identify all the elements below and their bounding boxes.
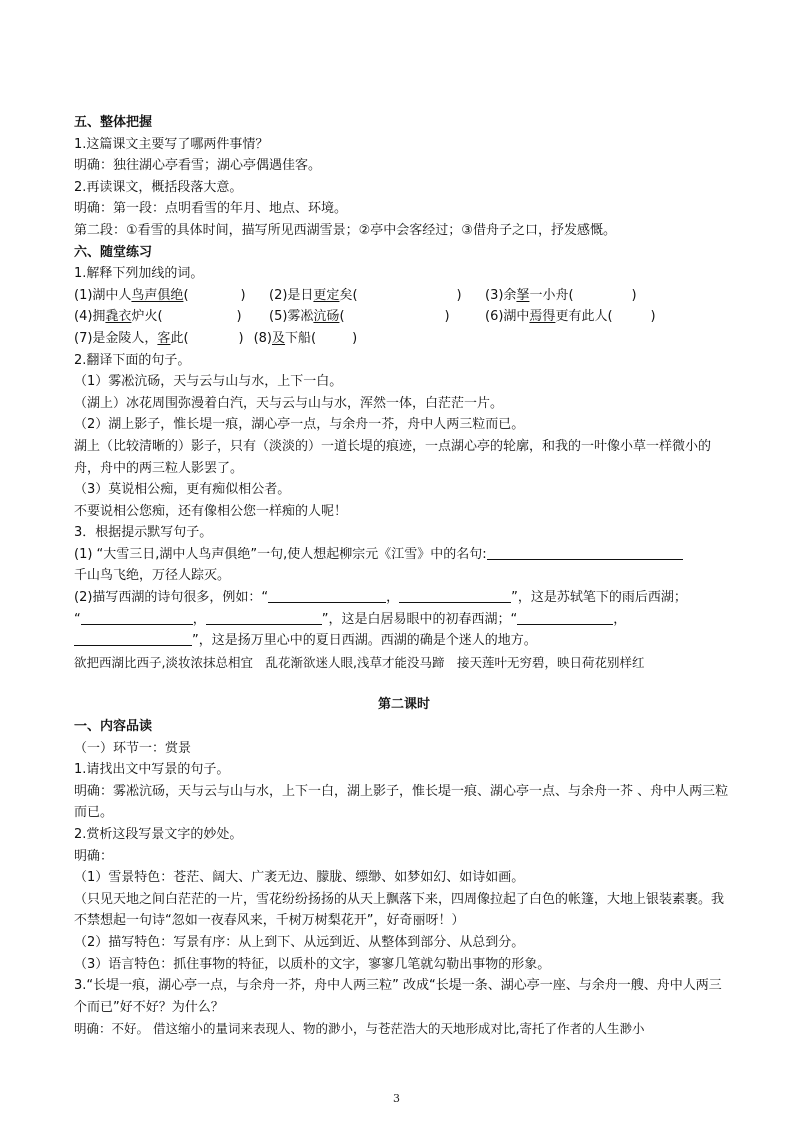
question: 2.赏析这段写景文字的妙处。 [74, 827, 243, 842]
dictation-answer: 欲把西湖比西子,淡妆浓抹总相宜 乱花渐欲迷人眼,浅草才能没马蹄 接天莲叶无穷碧，映日荷花别样红 [74, 654, 645, 670]
translation: 不要说相公您痴，还有像相公您一样痴的人呢！ [74, 503, 348, 519]
dictation-item: (2)描写西湖的诗句很多，例如：“ ， ”，这是苏轼笔下的雨后西湖； [74, 590, 687, 606]
word-row [74, 306, 734, 328]
answer: 明确：雾凇沆砀，天与云与山与水，上下一白，湖上影子，惟长堤一痕、湖心亭一点、与余舟一芥 、舟中人两三粒而已。 [74, 783, 729, 821]
answer-blank[interactable] [81, 611, 193, 625]
word-item: (3)余拏一小舟( ) [485, 287, 637, 303]
dictation-item: (1) “大雪三日,湖中人鸟声俱绝”一句,使人想起柳宗元《江雪》中的名句: [74, 544, 734, 566]
subsection-heading: （一）环节一：赏景 [74, 740, 192, 756]
word-row [74, 285, 734, 307]
exercise-title: 1.解释下列加线的词。 [74, 266, 204, 282]
sentence: （2）湖上影子，惟长堤一痕，湖心亭一点，与余舟一芥，舟中人两三粒而已。 [74, 417, 525, 433]
question: 1.这篇课文主要写了哪两件事情？ [74, 136, 269, 152]
answer-blank[interactable] [206, 611, 322, 625]
answer: 明确：第一段：点明看雪的年月、地点、环境。 [74, 201, 348, 217]
translation: 湖上（比较清晰的）影子，只有（淡淡的）一道长堤的痕迹，一点湖心亭的轮廓，和我的一叶像小草一样微小的舟，舟中的两三粒人影罢了。 [74, 438, 712, 476]
answer: 第二段：①看雪的具体时间，描写所见西湖雪景；②亭中会客经过；③借舟子之口，抒发感慨。 [74, 222, 616, 238]
answer: 明确：独往湖心亭看雪；湖心亭偶遇佳客。 [74, 158, 322, 174]
word-item: (1)湖中人鸟声俱绝( ) [74, 287, 246, 303]
sentence: （3）莫说相公痴，更有痴似相公者。 [74, 482, 291, 498]
answer-point: （3）语言特色：抓住事物的特征，以质朴的文字，寥寥几笔就勾勒出事物的形象。 [74, 956, 551, 972]
answer: 明确：不好。 借这缩小的量词来表现人、物的渺小，与苍茫浩大的天地形成对比,寄托了作者的人生渺小 [74, 1021, 645, 1037]
translation: （湖上）冰花周围弥漫着白汽，天与云与山与水，浑然一体，白茫茫一片。 [74, 395, 504, 411]
page-number: 3 [393, 1092, 400, 1105]
answer-point: （2）描写特色：写景有序：从上到下、从远到近、从整体到部分、从总到分。 [74, 934, 525, 950]
section-heading: 五、整体把握 [74, 115, 153, 130]
question: 2.再读课文，概括段落大意。 [74, 179, 243, 195]
document-page [74, 112, 734, 1040]
answer-blank[interactable] [517, 611, 613, 625]
word-row [74, 328, 734, 350]
exercise-title: 3．根据提示默写句子。 [74, 525, 213, 541]
answer-blank[interactable] [399, 589, 511, 603]
question: 1.请找出文中写景的句子。 [74, 762, 230, 778]
word-item: (4)拥毳衣炉火( ) [74, 309, 242, 325]
answer-blank[interactable] [268, 589, 386, 603]
dictation-item: ”，这是扬万里心中的夏日西湖。西湖的确是个迷人的地方。 [74, 630, 734, 652]
word-item: (2)是日更定矣( ) [269, 287, 462, 303]
word-item: (5)雾凇沆砀( ) [269, 309, 450, 325]
lesson-title: 第二课时 [377, 697, 430, 713]
word-item: (6)湖中焉得更有此人( ) [485, 309, 656, 325]
section-heading: 一、内容品读 [74, 719, 153, 735]
sentence: （1）雾凇沆砀，天与云与山与水，上下一白。 [74, 374, 343, 390]
answer-blank[interactable] [74, 632, 192, 646]
section-heading: 六、随堂练习 [74, 244, 153, 260]
answer-point: （1）雪景特色：苍茫、阔大、广袤无边、朦胧、缥缈、如梦如幻、如诗如画。 [74, 870, 525, 886]
question: 3.“长堤一痕，湖心亭一点，与余舟一芥，舟中人两三粒” 改成“长堤一条、湖心亭一座、与余舟一艘、舟中人两三个而已”好不好？为什么？ [74, 978, 722, 1015]
exercise-title: 2.翻译下面的句子。 [74, 352, 191, 368]
word-item: (8)及下船( ) [253, 330, 358, 346]
answer-note: （只见天地之间白茫茫的一片，雪花纷纷扬扬的从天上飘落下来，四周像拉起了白色的帐篷，大地上银装素裹。我不禁想起一句诗“忽如一夜春风来，千树万树梨花开”，好奇丽呀！） [74, 891, 725, 929]
answer-blank[interactable] [487, 546, 683, 560]
word-item: (7)是金陵人，客此( ) [74, 330, 244, 346]
dictation-item: “ ， ”，这是白居易眼中的初春西湖；“ ， [74, 611, 627, 627]
answer-label: 明确： [74, 848, 114, 864]
dictation-answer: 千山鸟飞绝，万径人踪灭。 [74, 568, 231, 584]
